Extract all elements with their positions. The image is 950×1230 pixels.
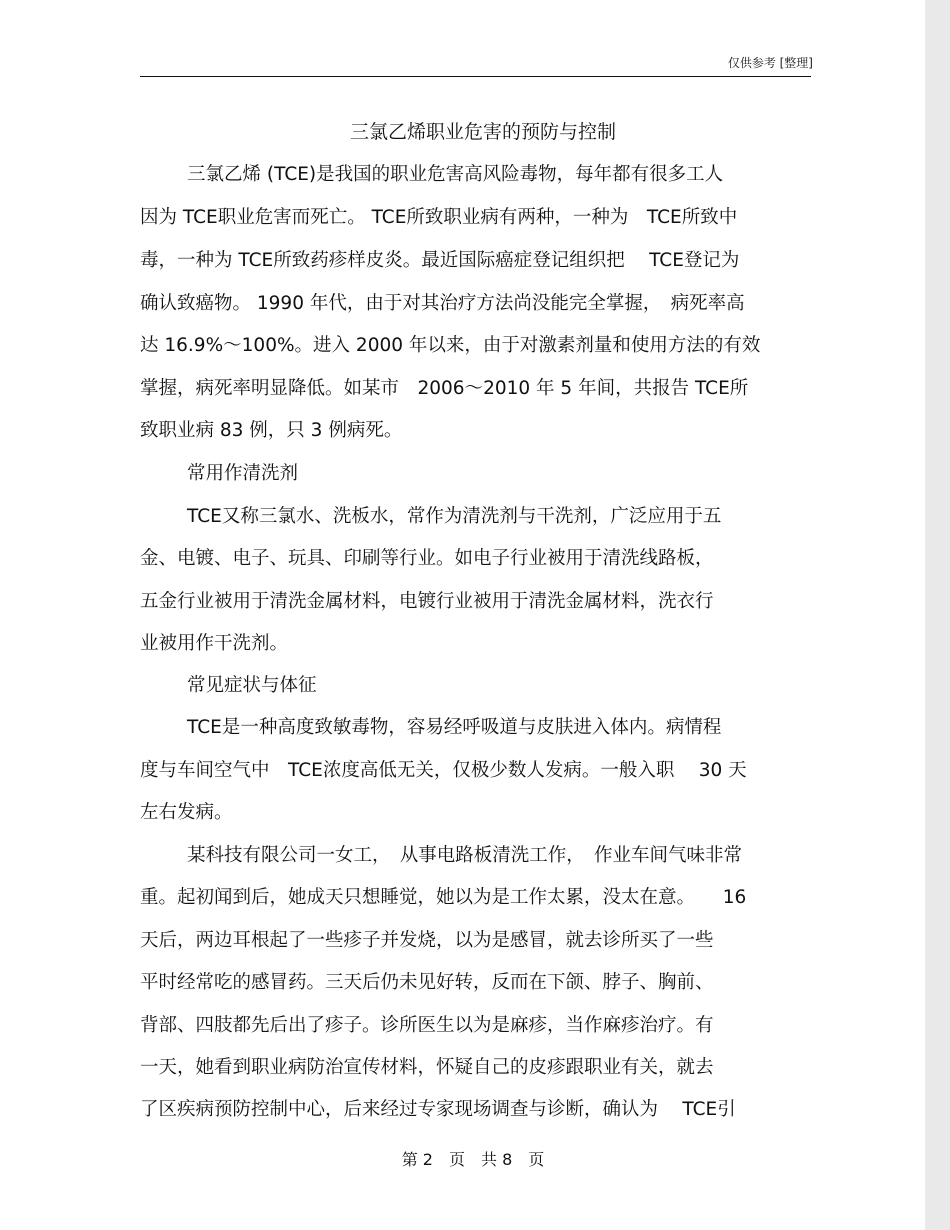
paragraph-line: 业被用作干洗剂。 bbox=[140, 633, 289, 654]
document-title: 三氯乙烯职业危害的预防与控制 bbox=[349, 121, 616, 143]
paragraph-line: 平时经常吃的感冒药。三天后仍未见好转，反而在下颌、脖子、胸前、 bbox=[140, 972, 714, 993]
section-heading: 常用作清洗剂 bbox=[187, 463, 299, 484]
header-tag: 仅供参考 [整理] bbox=[727, 56, 813, 70]
paragraph-line: 确认致癌物。 1990 年代，由于对其治疗方法尚没能完全掌握， 病死率高 bbox=[140, 293, 745, 314]
paragraph-line: 三氯乙烯 (TCE)是我国的职业危害高风险毒物，每年都有很多工人 bbox=[187, 164, 724, 185]
paragraph-line: 背部、四肢都先后出了疹子。诊所医生以为是麻疹，当作麻疹治疗。有 bbox=[140, 1015, 714, 1036]
paragraph-line: 致职业病 83 例，只 3 例病死。 bbox=[140, 420, 403, 441]
paragraph-line: TCE又称三氯水、洗板水，常作为清洗剂与干洗剂，广泛应用于五 bbox=[187, 506, 722, 527]
paragraph-line: 度与车间空气中 TCE浓度高低无关，仅极少数人发病。一般入职 30 天 bbox=[140, 760, 747, 781]
page-number-footer: 第 2 页 共 8 页 bbox=[401, 1150, 545, 1169]
paragraph-line: 了区疾病预防控制中心，后来经过专家现场调查与诊断，确认为 TCE引 bbox=[140, 1099, 736, 1120]
paragraph-line: 重。起初闻到后，她成天只想睡觉，她以为是工作太累，没太在意。 16 bbox=[140, 887, 747, 908]
paragraph-line: TCE是一种高度致敏毒物，容易经呼吸道与皮肤进入体内。病情程 bbox=[187, 717, 722, 738]
paragraph-line: 五金行业被用于清洗金属材料，电镀行业被用于清洗金属材料，洗衣行 bbox=[140, 591, 714, 612]
paragraph-line: 天后，两边耳根起了一些疹子并发烧，以为是感冒，就去诊所买了一些 bbox=[140, 930, 714, 951]
header-rule bbox=[140, 76, 811, 77]
section-heading: 常见症状与体征 bbox=[187, 675, 317, 696]
paragraph-line: 某科技有限公司一女工， 从事电路板清洗工作， 作业车间气味非常 bbox=[187, 845, 743, 866]
paragraph-line: 达 16.9%～100%。进入 2000 年以来，由于对激素剂量和使用方法的有效 bbox=[140, 335, 761, 356]
paragraph-line: 一天，她看到职业病防治宣传材料，怀疑自己的皮疹跟职业有关，就去 bbox=[140, 1057, 714, 1078]
paragraph-line: 因为 TCE职业危害而死亡。 TCE所致职业病有两种，一种为 TCE所致中 bbox=[140, 207, 738, 228]
paragraph-line: 金、电镀、电子、玩具、印刷等行业。如电子行业被用于清洗线路板， bbox=[140, 548, 714, 569]
paragraph-line: 毒，一种为 TCE所致药疹样皮炎。最近国际癌症登记组织把 TCE登记为 bbox=[140, 250, 740, 271]
paragraph-line: 掌握，病死率明显降低。如某市 2006～2010 年 5 年间，共报告 TCE所 bbox=[140, 378, 749, 399]
paragraph-line: 左右发病。 bbox=[140, 802, 233, 823]
